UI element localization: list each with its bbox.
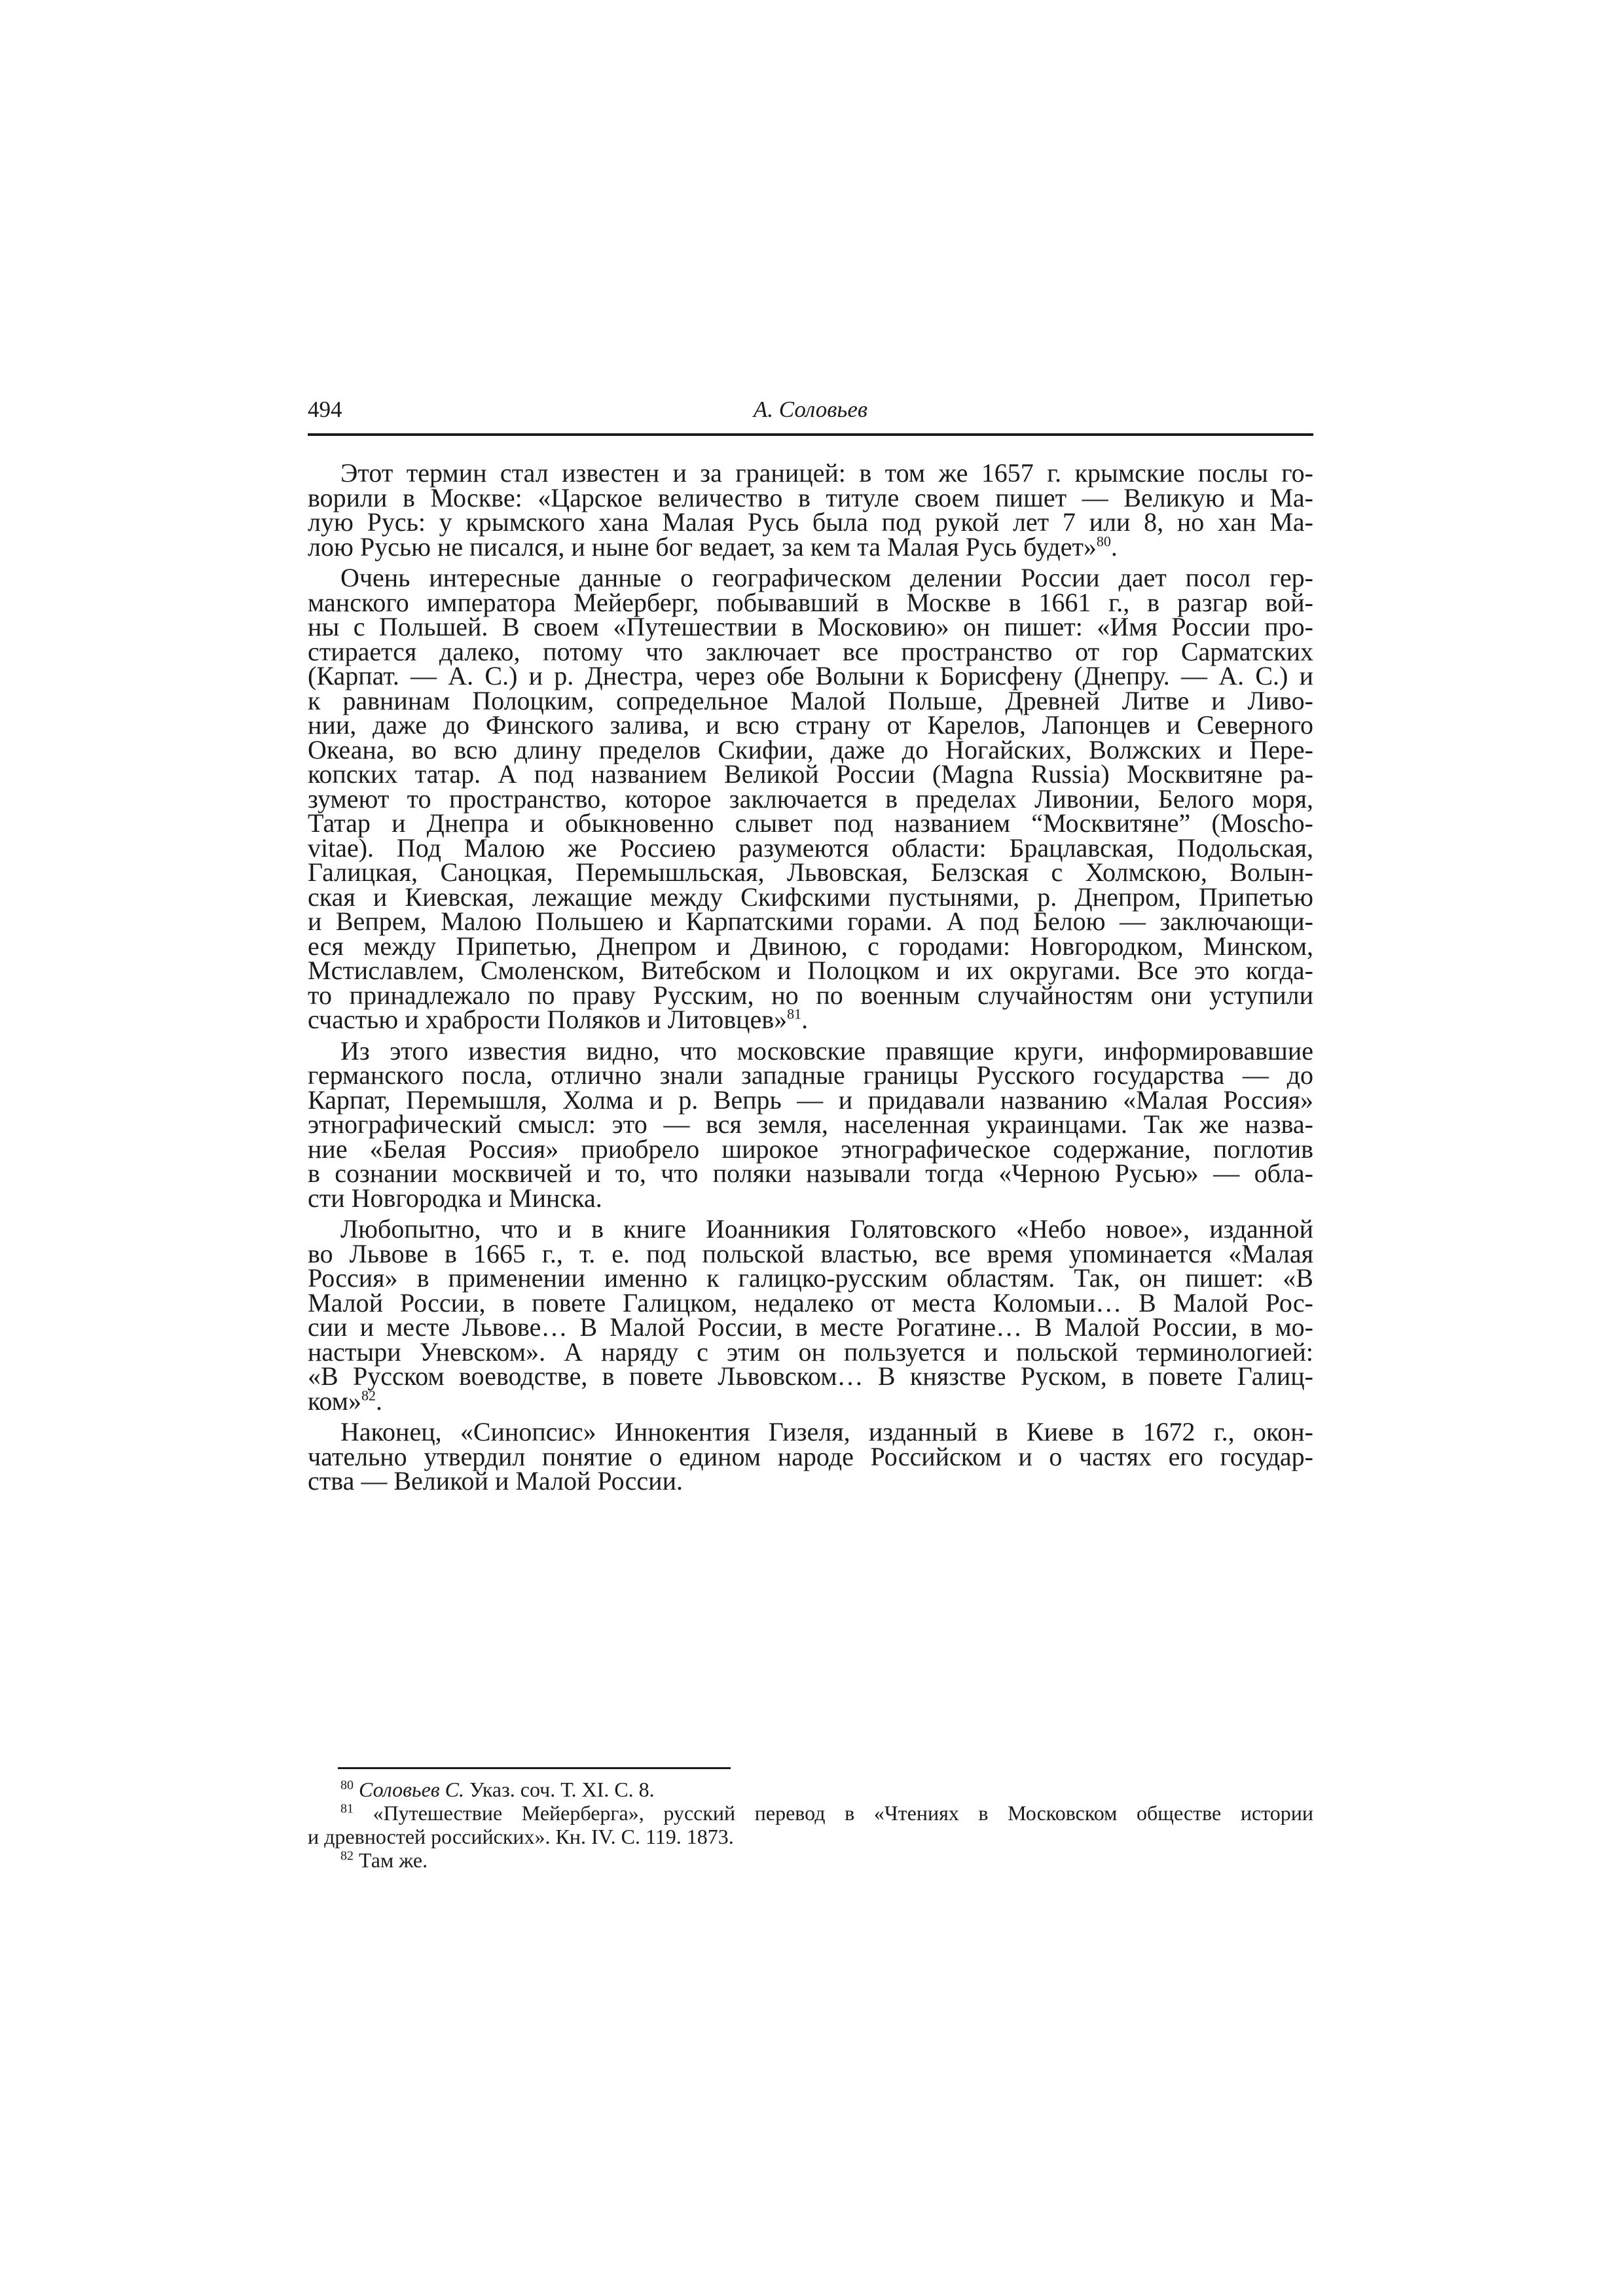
footnote-ref: 82 bbox=[361, 1387, 376, 1404]
text-line bbox=[308, 1778, 1313, 1801]
page-header bbox=[308, 393, 1313, 436]
text-line: и древностей российских». Кн. IV. С. 119. 1873. bbox=[308, 1825, 734, 1848]
text-line: к равнинам Полоцким, сопредельное Малой Польше, Древней Литве и Ливо- bbox=[308, 685, 1313, 715]
text-line: Мстиславлем, Смоленском, Витебском и Полоцком и их округами. Все это когда- bbox=[308, 956, 1313, 985]
text-line: vitae). Под Малою же Россиею разумеются области: Брацлавская, Подольская, bbox=[308, 833, 1313, 863]
text-line bbox=[308, 1848, 1313, 1872]
text-line bbox=[308, 1801, 1313, 1825]
text-line: этнографический смысл: это — вся земля, населенная украинцами. Так же назва- bbox=[308, 1109, 1313, 1139]
text-line: ком»$^{82}$. bbox=[308, 1386, 382, 1416]
footnote-number: 81 bbox=[340, 1801, 354, 1816]
text-span: лою Русью не писался, и ныне бог ведает, за кем та Малая Русь будет» bbox=[308, 531, 1097, 562]
text-line: ская и Киевская, лежащие между Скифскими пустынями, р. Днепром, Припетью bbox=[308, 882, 1313, 912]
footnote-ref: 81 bbox=[787, 1005, 802, 1022]
text-line: счастью и храбрости Поляков и Литовцев»$^{81}$. bbox=[308, 1005, 809, 1034]
footnote bbox=[308, 1801, 1313, 1848]
text-line: Галицкая, Саноцкая, Перемышльская, Львовская, Белзская с Холмскою, Волын- bbox=[308, 857, 1313, 887]
text-line: еся между Припетью, Днепром и Двиною, с городами: Новгородком, Минском, bbox=[308, 931, 1313, 961]
text-line: Любопытно, что и в книге Иоанникия Голятовского «Небо новое», изданной bbox=[340, 1214, 1313, 1244]
text-line: Из этого известия видно, что московские правящие круги, информировавшие bbox=[340, 1035, 1313, 1066]
paragraph bbox=[308, 1035, 1313, 1213]
text-line: ны с Польшей. В своем «Путешествии в Московию» он пишет: «Имя России про- bbox=[308, 612, 1313, 641]
text-line: Татар и Днепра и обыкновенно слывет под названием “Москвитяне” (Moscho- bbox=[308, 808, 1313, 838]
text-line: зумеют то пространство, которое заключается в пределах Ливонии, Белого моря, bbox=[308, 783, 1313, 814]
text-line: Малой России, в повете Галицком, недалеко от места Коломыи… В Малой Рос- bbox=[308, 1287, 1313, 1318]
footnote-divider bbox=[338, 1767, 731, 1769]
text-line: в сознании москвичей и то, что поляки называли тогда «Черною Русью» — обла- bbox=[308, 1158, 1313, 1188]
footnote-text: Там же. bbox=[359, 1848, 428, 1872]
footnote-number: 80 bbox=[340, 1778, 354, 1793]
text-line: Океана, во всю длину пределов Скифии, даже до Ногайских, Волжских и Пере- bbox=[308, 734, 1313, 764]
footnote bbox=[308, 1848, 1313, 1872]
footnote-author: Соловьев С. bbox=[359, 1778, 464, 1801]
page-number: 494 bbox=[308, 397, 342, 422]
paragraph bbox=[308, 565, 1313, 1032]
text-line: и Вепрем, Малою Польшею и Карпатскими горами. А под Белою — заключающи- bbox=[308, 906, 1313, 936]
text-line: Этот термин стал известен и за границей: в том же 1657 г. крымские послы го- bbox=[340, 458, 1313, 488]
text-span: ком» bbox=[308, 1386, 361, 1416]
text-line: Карпат, Перемышля, Холма и р. Вепрь — и придавали названию «Малая Россия» bbox=[308, 1085, 1313, 1115]
text-line: Россия» в применении именно к галицко-русским областям. Так, он пишет: «В bbox=[308, 1263, 1313, 1293]
text-line: манского императора Мейерберг, побывавший в Москве в 1661 г., в разгар вой- bbox=[308, 587, 1313, 617]
text-line: ства — Великой и Малой России. bbox=[308, 1466, 683, 1496]
paragraph bbox=[308, 1214, 1313, 1416]
text-line: копских татар. А под названием Великой России (Magna Russia) Москвитяне ра- bbox=[308, 759, 1313, 789]
footnote bbox=[308, 1778, 1313, 1801]
text-line: (Карпат. — А. С.) и р. Днестра, через обе Волыни к Борисфену (Днепру. — А. С.) и bbox=[308, 661, 1313, 691]
text-line: Наконец, «Синопсис» Иннокентия Гизеля, изданный в Киеве в 1672 г., окон- bbox=[340, 1417, 1313, 1446]
text-line: лую Русь: у крымского хана Малая Русь была под рукой лет 7 или 8, но хан Ма- bbox=[308, 507, 1313, 537]
paragraph bbox=[308, 1417, 1313, 1496]
running-head: А. Соловьев bbox=[753, 397, 868, 422]
body-text bbox=[308, 458, 1313, 1500]
text-line: стирается далеко, потому что заключает все пространство от гор Сарматских bbox=[308, 636, 1313, 666]
text-line: сии и месте Львове… В Малой России, в месте Рогатине… В Малой России, в мо- bbox=[308, 1312, 1313, 1342]
text-span: счастью и храбрости Поляков и Литовцев» bbox=[308, 1005, 788, 1034]
text-line: то принадлежало по праву Русским, но по военным случайностям они уступили bbox=[308, 980, 1313, 1010]
text-line: нии, даже до Финского залива, и всю страну от Карелов, Лапонцев и Северного bbox=[308, 710, 1313, 740]
text-line: чательно утвердил понятие о едином народе Российском и о частях его государ- bbox=[308, 1441, 1313, 1471]
text-line: «В Русском воеводстве, в повете Львовском… В князстве Руском, в повете Галиц- bbox=[308, 1361, 1313, 1391]
paragraph bbox=[308, 458, 1313, 562]
footnote-number: 82 bbox=[340, 1848, 354, 1863]
text-line: лою Русью не писался, и ныне бог ведает, за кем та Малая Русь будет»$^{80}$. bbox=[308, 531, 1118, 562]
text-line: ворили в Москве: «Царское величество в титуле своем пишет — Великую и Ма- bbox=[308, 482, 1313, 512]
text-line: Очень интересные данные о географическом делении России дает посол гер- bbox=[340, 563, 1313, 592]
footnote-ref: 80 bbox=[1096, 533, 1111, 550]
text-line: сти Новгородка и Минска. bbox=[308, 1183, 602, 1213]
text-line: настыри Уневском». А наряду с этим он пользуется и польской терминологией: bbox=[308, 1336, 1313, 1367]
footnotes bbox=[308, 1778, 1313, 1872]
text-line: ние «Белая Россия» приобрело широкое этнографическое содержание, поглотив bbox=[308, 1134, 1313, 1164]
text-line: германского посла, отлично знали западные границы Русского государства — до bbox=[308, 1060, 1313, 1090]
footnote-text: «Путешествие Мейерберга», русский перевод в «Чтениях в Московском обществе истории bbox=[373, 1801, 1314, 1825]
text-line: во Львове в 1665 г., т. е. под польской властью, все время упоминается «Малая bbox=[308, 1238, 1313, 1268]
footnote-text: Указ. соч. Т. XI. С. 8. bbox=[464, 1778, 655, 1801]
